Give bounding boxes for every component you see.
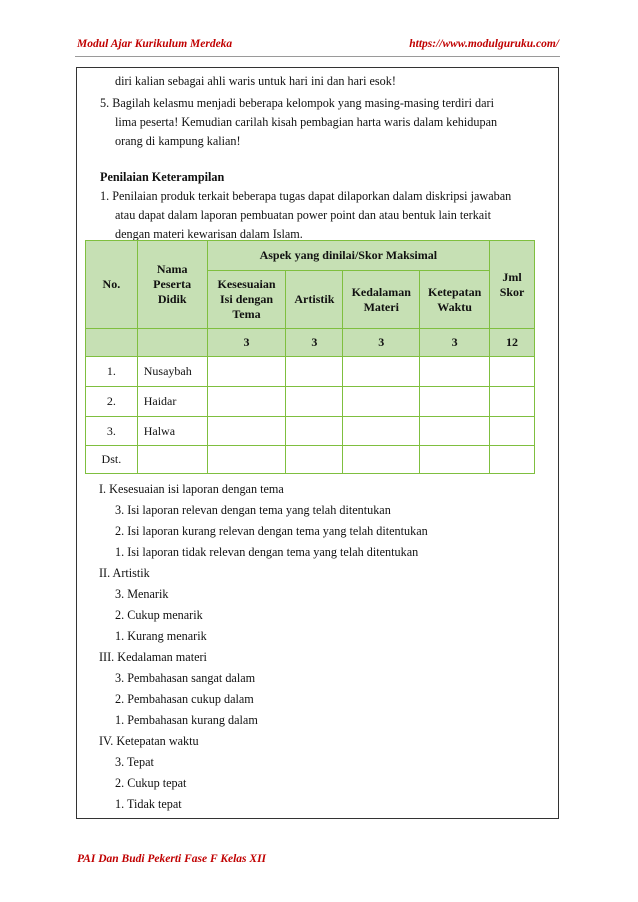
assessment-paragraph: 1. Penilaian produk terkait beberapa tugas dapat dilaporkan dalam diskripsi jawaban xyxy=(100,189,512,203)
assessment-table xyxy=(85,240,535,474)
score-cell[interactable] xyxy=(286,357,343,387)
header-title: Modul Ajar Kurikulum Merdeka xyxy=(77,38,233,50)
total-cell[interactable] xyxy=(490,357,535,387)
row-name: Halwa xyxy=(137,417,207,446)
row-name xyxy=(137,446,207,474)
row-name: Nusaybah xyxy=(137,357,207,387)
table-row xyxy=(86,387,535,417)
assessment-paragraph-cont: atau dapat dalam laporan pembuatan power point dan atau bentuk lain terkait xyxy=(115,208,491,222)
criteria-item: 2. Isi laporan kurang relevan dengan tema yang telah ditentukan xyxy=(115,524,428,538)
score-cell[interactable] xyxy=(286,417,343,446)
criteria-item: 3. Tepat xyxy=(115,755,154,769)
instruction-item-5-cont: orang di kampung kalian! xyxy=(115,134,241,148)
total-cell[interactable] xyxy=(490,446,535,474)
total-cell[interactable] xyxy=(490,417,535,446)
row-name: Haidar xyxy=(137,387,207,417)
score-cell[interactable] xyxy=(420,446,490,474)
header-spacer-cell xyxy=(86,329,138,357)
footer-text: PAI Dan Budi Pekerti Fase F Kelas XII xyxy=(77,853,267,865)
col-header-aspects: Aspek yang dinilai/Skor Maksimal xyxy=(207,241,489,271)
score-cell[interactable] xyxy=(343,417,420,446)
header-divider xyxy=(75,56,560,57)
score-cell[interactable] xyxy=(286,387,343,417)
criteria-heading: III. Kedalaman materi xyxy=(99,650,207,664)
score-cell[interactable] xyxy=(420,387,490,417)
criteria-item: 3. Pembahasan sangat dalam xyxy=(115,671,256,685)
max-score-cell: 3 xyxy=(420,329,490,357)
max-score-cell: 3 xyxy=(343,329,420,357)
criteria-item: 1. Isi laporan tidak relevan dengan tema yang telah ditentukan xyxy=(115,545,419,559)
total-cell[interactable] xyxy=(490,387,535,417)
row-no: Dst. xyxy=(86,446,138,474)
max-score-cell: 3 xyxy=(286,329,343,357)
score-cell[interactable] xyxy=(343,357,420,387)
score-cell[interactable] xyxy=(286,446,343,474)
col-header-aspect: Artistik xyxy=(286,271,343,329)
max-total-cell: 12 xyxy=(490,329,535,357)
score-cell[interactable] xyxy=(207,417,286,446)
instruction-item-5: 5. Bagilah kelasmu menjadi beberapa kelompok yang masing-masing terdiri dari xyxy=(100,96,494,110)
criteria-item: 3. Menarik xyxy=(115,587,169,601)
criteria-heading: IV. Ketepatan waktu xyxy=(99,734,199,748)
intro-line: diri kalian sebagai ahli waris untuk hari ini dan hari esok! xyxy=(115,74,396,88)
criteria-item: 2. Cukup menarik xyxy=(115,608,203,622)
max-score-cell: 3 xyxy=(207,329,286,357)
header-url-link[interactable]: https://www.modulguruku.com/ xyxy=(409,38,559,50)
score-cell[interactable] xyxy=(207,357,286,387)
criteria-item: 1. Tidak tepat xyxy=(115,797,182,811)
criteria-item: 3. Isi laporan relevan dengan tema yang telah ditentukan xyxy=(115,503,391,517)
col-header-no: No. xyxy=(86,241,138,329)
criteria-heading: I. Kesesuaian isi laporan dengan tema xyxy=(99,482,284,496)
table-row xyxy=(86,446,535,474)
header-spacer-cell xyxy=(137,329,207,357)
score-cell[interactable] xyxy=(420,357,490,387)
criteria-item: 1. Pembahasan kurang dalam xyxy=(115,713,258,727)
col-header-name: Nama Peserta Didik xyxy=(137,241,207,329)
col-header-aspect: Ketepatan Waktu xyxy=(420,271,490,329)
col-header-total: Jml Skor xyxy=(490,241,535,329)
col-header-aspect: Kesesuaian Isi dengan Tema xyxy=(207,271,286,329)
table-row xyxy=(86,417,535,446)
section-title: Penilaian Keterampilan xyxy=(100,170,225,184)
table-row xyxy=(86,357,535,387)
score-cell[interactable] xyxy=(207,446,286,474)
criteria-item: 2. Pembahasan cukup dalam xyxy=(115,692,254,706)
row-no: 1. xyxy=(86,357,138,387)
score-cell[interactable] xyxy=(420,417,490,446)
score-cell[interactable] xyxy=(207,387,286,417)
row-no: 3. xyxy=(86,417,138,446)
criteria-heading: II. Artistik xyxy=(99,566,150,580)
row-no: 2. xyxy=(86,387,138,417)
instruction-item-5-cont: lima peserta! Kemudian carilah kisah pembagian harta waris dalam kehidupan xyxy=(115,115,498,129)
criteria-item: 2. Cukup tepat xyxy=(115,776,187,790)
assessment-paragraph-cont: dengan materi kewarisan dalam Islam. xyxy=(115,227,303,241)
col-header-aspect: Kedalaman Materi xyxy=(343,271,420,329)
score-cell[interactable] xyxy=(343,387,420,417)
criteria-item: 1. Kurang menarik xyxy=(115,629,207,643)
score-cell[interactable] xyxy=(343,446,420,474)
